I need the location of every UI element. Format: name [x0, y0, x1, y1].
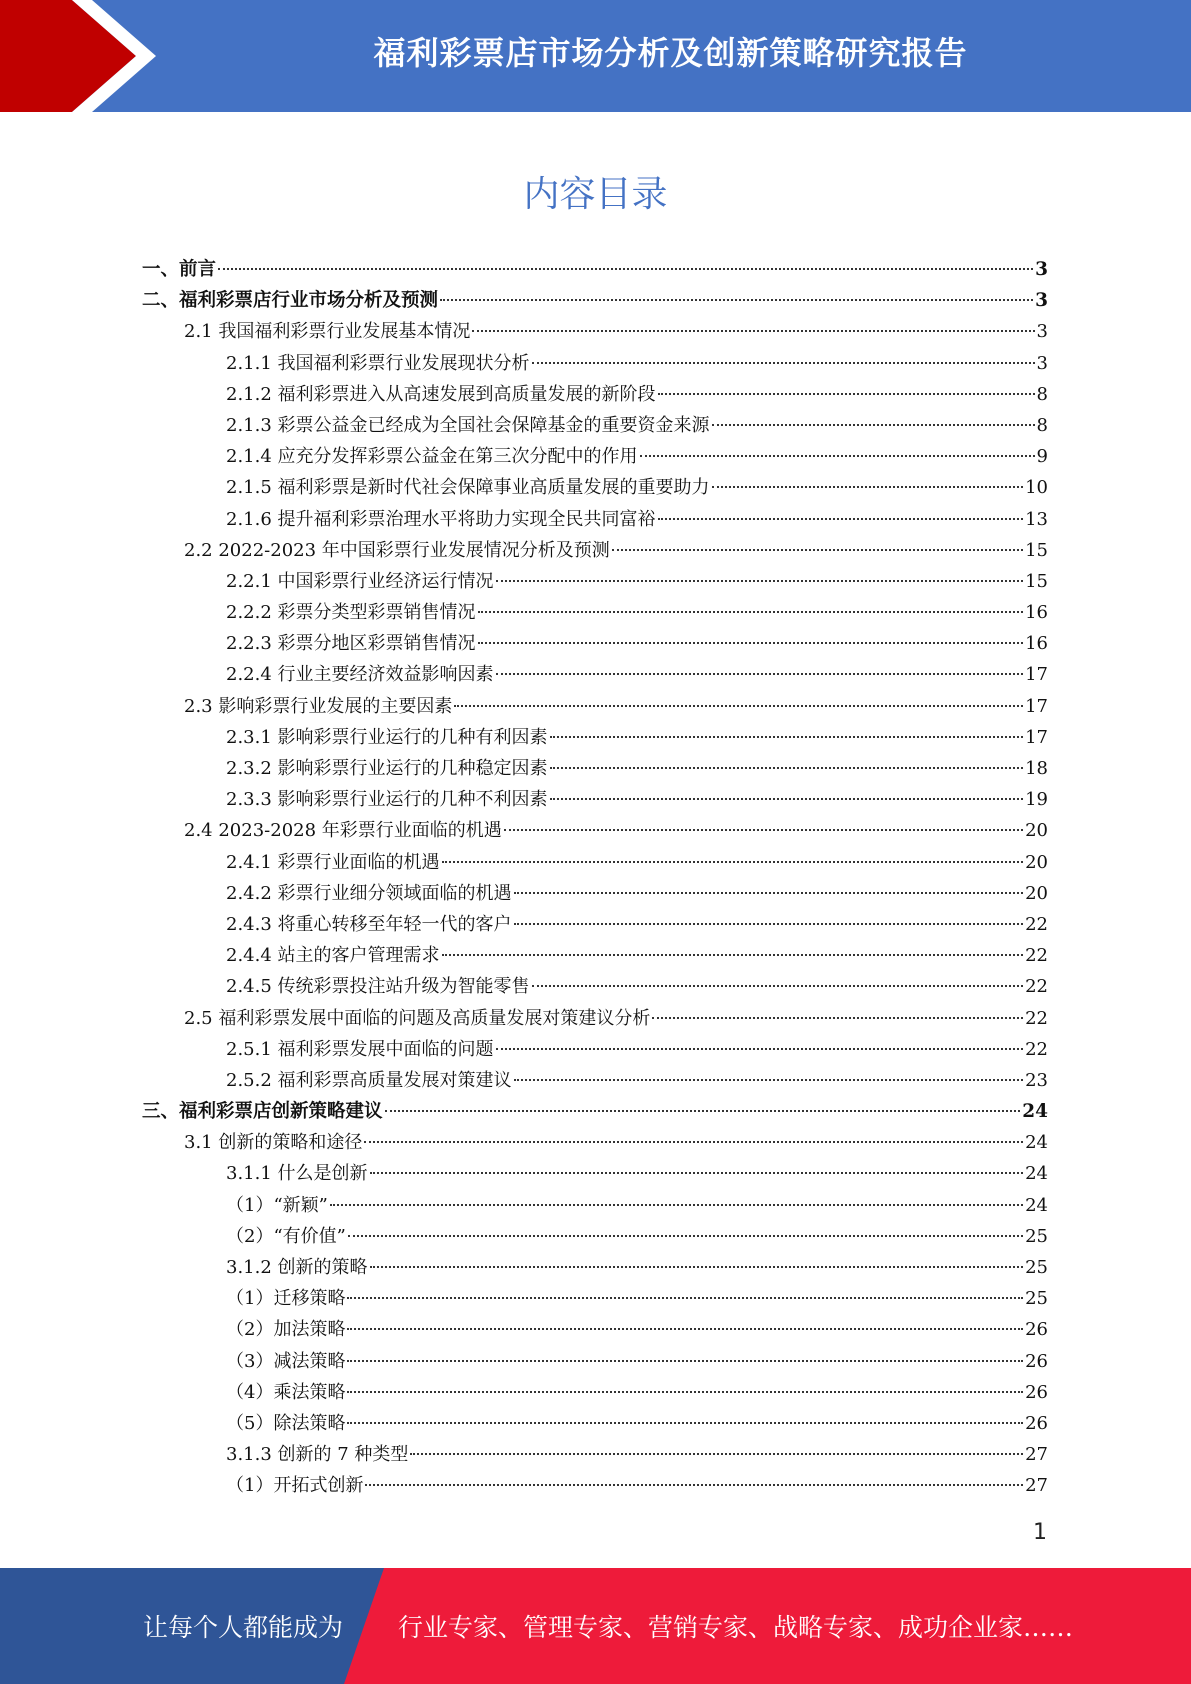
- toc-entry-page: 17: [1025, 664, 1048, 686]
- toc-entry[interactable]: [142, 628, 1048, 659]
- toc-entry-label: 3.1.2 创新的策略: [226, 1257, 368, 1278]
- toc-leader-dots: [348, 1234, 1023, 1237]
- toc-leader-dots: [347, 1359, 1023, 1362]
- toc-leader-dots: [712, 485, 1024, 488]
- toc-entry[interactable]: [142, 1252, 1048, 1283]
- toc-leader-dots: [370, 1265, 1024, 1268]
- page-number: 1: [1033, 1520, 1047, 1545]
- toc-leader-dots: [365, 1483, 1023, 1486]
- toc-entry-page: 25: [1025, 1288, 1048, 1310]
- toc-entry-label: 2.3.2 影响彩票行业运行的几种稳定因素: [226, 758, 548, 779]
- page-header: [0, 0, 1191, 112]
- toc-leader-dots: [514, 1078, 1024, 1081]
- toc-entry-page: 20: [1025, 882, 1048, 904]
- toc-entry[interactable]: [142, 753, 1048, 784]
- toc-heading: 内容目录: [523, 174, 668, 215]
- toc-entry[interactable]: [142, 410, 1048, 441]
- toc-entry[interactable]: [142, 504, 1048, 535]
- toc-entry[interactable]: [142, 878, 1048, 909]
- toc-entry-page: 3: [1036, 352, 1048, 374]
- toc-entry-page: 22: [1025, 976, 1048, 998]
- toc-leader-dots: [658, 392, 1035, 395]
- toc-entry[interactable]: [142, 1190, 1048, 1221]
- toc-entry-label: 2.2.3 彩票分地区彩票销售情况: [226, 633, 476, 655]
- toc-entry[interactable]: [142, 1439, 1048, 1470]
- toc-entry[interactable]: [142, 597, 1048, 628]
- toc-leader-dots: [218, 267, 1033, 270]
- toc-entry-label: 3.1.3 创新的 7 种类型: [226, 1444, 409, 1466]
- toc-entry-label: 2.3.3 影响彩票行业运行的几种不利因素: [226, 789, 548, 811]
- toc-entry[interactable]: [142, 909, 1048, 940]
- toc-leader-dots: [504, 828, 1023, 831]
- toc-entry-page: 25: [1025, 1225, 1048, 1247]
- page-footer: [0, 1568, 1191, 1684]
- toc-entry-page: 22: [1025, 1038, 1048, 1060]
- toc-entry-page: 26: [1025, 1350, 1048, 1372]
- toc-entry[interactable]: [142, 1221, 1048, 1252]
- toc-entry-label: 2.4.4 站主的客户管理需求: [226, 945, 440, 967]
- toc-entry-label: 一、前言: [142, 259, 217, 280]
- toc-entry-label: 2.1.1 我国福利彩票行业发展现状分析: [226, 352, 530, 374]
- toc-entry[interactable]: [142, 722, 1048, 753]
- toc-entry-page: 27: [1025, 1444, 1048, 1466]
- toc-leader-dots: [370, 1171, 1024, 1174]
- toc-entry-page: 3: [1035, 259, 1048, 280]
- toc-entry[interactable]: [142, 784, 1048, 815]
- toc-entry[interactable]: [142, 1377, 1048, 1408]
- toc-leader-dots: [364, 1140, 1023, 1143]
- toc-entry-page: 3: [1035, 290, 1048, 312]
- toc-leader-dots: [347, 1421, 1023, 1424]
- toc-entry[interactable]: [142, 1346, 1048, 1377]
- toc-entry[interactable]: [142, 815, 1048, 846]
- toc-leader-dots: [478, 610, 1024, 613]
- toc-entry-label: 2.5 福利彩票发展中面临的问题及高质量发展对策建议分析: [184, 1007, 651, 1029]
- toc-leader-dots: [442, 860, 1024, 863]
- toc-entry-page: 26: [1025, 1319, 1048, 1341]
- toc-entry-page: 17: [1025, 726, 1048, 748]
- toc-entry[interactable]: [142, 472, 1048, 503]
- toc-entry[interactable]: [142, 659, 1048, 690]
- toc-entry-page: 26: [1025, 1381, 1048, 1403]
- toc-entry-label: 2.2.2 彩票分类型彩票销售情况: [226, 602, 476, 624]
- toc-entry[interactable]: [142, 1096, 1048, 1127]
- toc-leader-dots: [496, 1047, 1024, 1050]
- toc-entry[interactable]: [142, 1034, 1048, 1065]
- toc-entry[interactable]: [142, 285, 1048, 316]
- toc-entry-label: （1）迁移策略: [226, 1288, 346, 1310]
- toc-entry[interactable]: [142, 971, 1048, 1002]
- toc-entry-page: 24: [1025, 1163, 1048, 1185]
- toc-entry[interactable]: [142, 1158, 1048, 1189]
- toc-entry[interactable]: [142, 1003, 1048, 1034]
- toc-leader-dots: [496, 579, 1024, 582]
- toc-leader-dots: [532, 984, 1024, 987]
- toc-entry[interactable]: [142, 1408, 1048, 1439]
- toc-leader-dots: [658, 517, 1024, 520]
- toc-entry-page: 26: [1025, 1412, 1048, 1434]
- toc-entry-label: 2.3 影响彩票行业发展的主要因素: [184, 695, 453, 717]
- toc-leader-dots: [712, 423, 1035, 426]
- toc-leader-dots: [347, 1327, 1023, 1330]
- toc-entry-page: 16: [1025, 633, 1048, 655]
- toc-entry-label: 2.2.4 行业主要经济效益影响因素: [226, 664, 494, 686]
- toc-entry[interactable]: [142, 1470, 1048, 1501]
- toc-entry-page: 24: [1025, 1132, 1048, 1154]
- toc-entry-label: 2.5.1 福利彩票发展中面临的问题: [226, 1038, 494, 1060]
- toc-entry-page: 13: [1025, 508, 1048, 530]
- toc-entry-label: 2.1.2 福利彩票进入从高速发展到高质量发展的新阶段: [226, 383, 656, 405]
- toc-entry-label: 二、福利彩票店行业市场分析及预测: [142, 290, 439, 312]
- toc-entry-label: 3.1 创新的策略和途径: [184, 1132, 363, 1154]
- header-red-arrow: [0, 0, 140, 112]
- toc-leader-dots: [440, 298, 1033, 301]
- toc-leader-dots: [652, 1016, 1023, 1019]
- toc-entry-label: 2.4 2023-2028 年彩票行业面临的机遇: [184, 820, 502, 842]
- toc-entry[interactable]: [142, 535, 1048, 566]
- toc-entry[interactable]: [142, 316, 1048, 347]
- toc-entry-page: 20: [1025, 820, 1048, 842]
- toc-entry-page: 9: [1036, 446, 1048, 468]
- toc-entry-page: 19: [1025, 789, 1048, 811]
- toc-entry-label: 2.1.4 应充分发挥彩票公益金在第三次分配中的作用: [226, 446, 638, 468]
- toc-entry-page: 24: [1022, 1101, 1048, 1123]
- toc-entry-label: 2.1.5 福利彩票是新时代社会保障事业高质量发展的重要助力: [226, 477, 710, 499]
- toc-entry-page: 16: [1025, 602, 1048, 624]
- toc-entry[interactable]: [142, 254, 1048, 285]
- toc-entry-label: 2.5.2 福利彩票高质量发展对策建议: [226, 1069, 512, 1091]
- toc-entry-label: （4）乘法策略: [226, 1381, 346, 1403]
- toc-entry-page: 20: [1025, 851, 1048, 873]
- toc-entry-label: （1）开拓式创新: [226, 1475, 364, 1497]
- toc-entry-page: 22: [1025, 1007, 1048, 1029]
- toc-entry-label: 2.4.3 将重心转移至年轻一代的客户: [226, 913, 512, 935]
- toc-entry-label: （1）“新颖”: [226, 1194, 328, 1216]
- toc-entry-label: 3.1.1 什么是创新: [226, 1163, 368, 1185]
- toc-entry-page: 25: [1025, 1257, 1048, 1278]
- toc-entry-label: 2.1.6 提升福利彩票治理水平将助力实现全民共同富裕: [226, 508, 656, 530]
- footer-slogan-right: 行业专家、管理专家、营销专家、战略专家、成功企业家……: [398, 1613, 1074, 1642]
- toc-entry[interactable]: [142, 1283, 1048, 1314]
- toc-leader-dots: [640, 454, 1035, 457]
- toc-entry-page: 17: [1025, 695, 1048, 717]
- toc-entry-label: 2.1 我国福利彩票行业发展基本情况: [184, 321, 471, 343]
- toc-entry[interactable]: [142, 691, 1048, 722]
- toc-entry[interactable]: [142, 379, 1048, 410]
- toc-entry-label: 2.4.1 彩票行业面临的机遇: [226, 851, 440, 873]
- toc-leader-dots: [550, 797, 1024, 800]
- toc-entry[interactable]: [142, 441, 1048, 472]
- toc-leader-dots: [550, 735, 1024, 738]
- toc-entry-page: 22: [1025, 913, 1048, 935]
- toc-entry-page: 10: [1025, 477, 1048, 499]
- toc-leader-dots: [514, 891, 1024, 894]
- toc-entry-page: 24: [1025, 1194, 1048, 1216]
- toc-leader-dots: [514, 922, 1024, 925]
- toc-entry-label: （2）加法策略: [226, 1319, 346, 1341]
- toc-leader-dots: [347, 1390, 1023, 1393]
- toc-leader-dots: [347, 1296, 1023, 1299]
- toc-entry-label: 2.2.1 中国彩票行业经济运行情况: [226, 570, 494, 592]
- toc-leader-dots: [472, 329, 1034, 332]
- toc-leader-dots: [550, 766, 1024, 769]
- toc-entry-page: 3: [1036, 321, 1048, 343]
- toc-entry[interactable]: [142, 847, 1048, 878]
- toc-entry-label: （2）“有价值”: [226, 1225, 346, 1247]
- toc-leader-dots: [330, 1203, 1023, 1206]
- toc-entry[interactable]: [142, 566, 1048, 597]
- toc-leader-dots: [532, 361, 1035, 364]
- toc-leader-dots: [454, 704, 1023, 707]
- toc-leader-dots: [496, 672, 1024, 675]
- toc-leader-dots: [442, 953, 1024, 956]
- toc-entry-label: 2.4.5 传统彩票投注站升级为智能零售: [226, 976, 530, 998]
- toc-leader-dots: [410, 1452, 1023, 1455]
- toc-leader-dots: [385, 1109, 1021, 1112]
- toc-entry[interactable]: [142, 1127, 1048, 1158]
- toc-entry-label: （5）除法策略: [226, 1412, 346, 1434]
- toc-leader-dots: [478, 641, 1024, 644]
- toc-entry-page: 22: [1025, 945, 1048, 967]
- toc-leader-dots: [612, 548, 1023, 551]
- toc-entry-label: 三、福利彩票店创新策略建议: [142, 1101, 383, 1123]
- toc-entry-page: 8: [1036, 383, 1048, 405]
- table-of-contents: [142, 254, 1048, 1502]
- toc-entry-label: 2.2 2022-2023 年中国彩票行业发展情况分析及预测: [184, 539, 610, 561]
- toc-entry-page: 23: [1025, 1069, 1048, 1091]
- toc-entry[interactable]: [142, 940, 1048, 971]
- toc-entry-page: 27: [1025, 1475, 1048, 1497]
- toc-entry-label: 2.4.2 彩票行业细分领域面临的机遇: [226, 882, 512, 904]
- toc-entry-label: 2.1.3 彩票公益金已经成为全国社会保障基金的重要资金来源: [226, 414, 710, 436]
- toc-entry-page: 15: [1025, 539, 1048, 561]
- toc-entry-label: 2.3.1 影响彩票行业运行的几种有利因素: [226, 726, 548, 748]
- footer-slogan-left: 让每个人都能成为: [143, 1613, 344, 1642]
- toc-entry-label: （3）减法策略: [226, 1350, 346, 1372]
- toc-entry-page: 18: [1025, 758, 1048, 779]
- toc-entry-page: 15: [1025, 570, 1048, 592]
- toc-entry[interactable]: [142, 1314, 1048, 1345]
- toc-entry[interactable]: [142, 348, 1048, 379]
- report-title: 福利彩票店市场分析及创新策略研究报告: [373, 34, 968, 72]
- toc-entry[interactable]: [142, 1065, 1048, 1096]
- toc-entry-page: 8: [1036, 414, 1048, 436]
